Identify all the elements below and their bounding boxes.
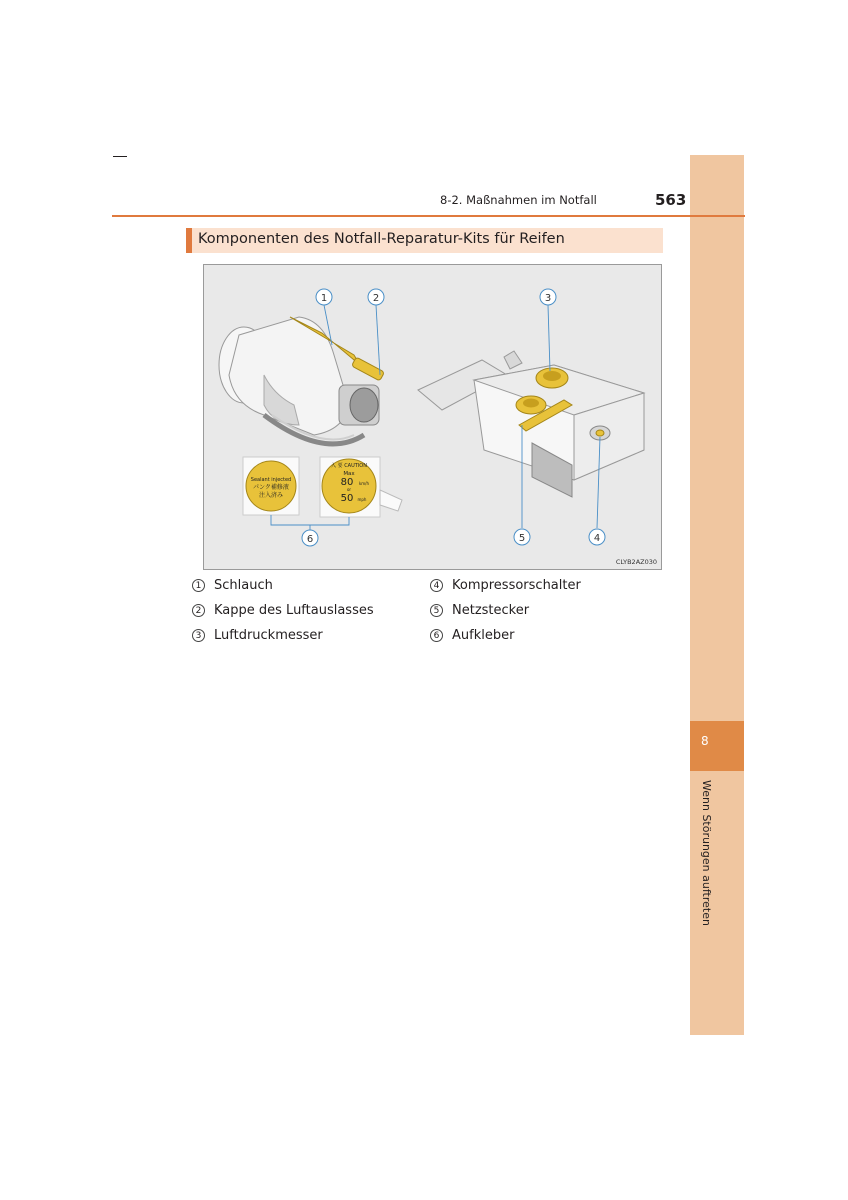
callout-1: 1 xyxy=(320,293,328,304)
chapter-side-tab xyxy=(690,155,744,1035)
sticker-right-line-4: km/h xyxy=(358,481,370,486)
callout-4: 4 xyxy=(593,533,601,544)
legend-number-4: 4 xyxy=(430,579,443,592)
callout-2: 2 xyxy=(372,293,380,304)
legend-item-4 xyxy=(430,578,581,593)
legend-number-5: 5 xyxy=(430,604,443,617)
repair-kit-illustration xyxy=(203,264,662,570)
sticker-left-line-3: 注入済み xyxy=(258,492,284,499)
sticker-right-line-1: 入 要 CAUTION xyxy=(331,463,367,469)
legend-label-4: Kompressorschalter xyxy=(452,578,581,593)
sticker-left-line-2: パンク補修液 xyxy=(253,484,289,491)
crop-mark-top-left xyxy=(113,156,127,157)
legend-label-5: Netzstecker xyxy=(452,603,530,618)
chapter-title: Wenn Störungen auftreten xyxy=(700,780,713,926)
figure-code: CLYB2AZ030 xyxy=(615,558,657,566)
sticker-right-line-6: 50 xyxy=(340,493,354,504)
sticker-right-line-7: mph xyxy=(357,497,367,502)
legend-label-3: Luftdruckmesser xyxy=(214,628,323,643)
legend-number-6: 6 xyxy=(430,629,443,642)
legend-item-6 xyxy=(430,628,514,643)
callout-5: 5 xyxy=(518,533,526,544)
legend-label-6: Aufkleber xyxy=(452,628,515,643)
legend-number-1: 1 xyxy=(192,579,205,592)
compressor-drawing xyxy=(418,351,644,497)
legend-item-5 xyxy=(430,603,529,618)
sealant-bottle-drawing xyxy=(219,317,384,444)
sticker-left-line-1: Sealant injected xyxy=(250,477,292,483)
chapter-number: 8 xyxy=(701,734,709,748)
callout-3: 3 xyxy=(544,293,552,304)
legend-number-3: 3 xyxy=(192,629,205,642)
section-heading: Komponenten des Notfall-Reparatur-Kits für Reifen xyxy=(198,231,565,247)
legend-number-2: 2 xyxy=(192,604,205,617)
illustration-drawing xyxy=(204,265,661,569)
section-path: 8-2. Maßnahmen im Notfall xyxy=(440,193,597,207)
callout-6: 6 xyxy=(306,534,314,545)
chapter-number-box xyxy=(690,721,744,771)
legend-label-2: Kappe des Luftauslasses xyxy=(214,603,374,618)
legend-item-1 xyxy=(192,578,273,593)
sticker-right-line-3: 80 xyxy=(340,477,354,488)
sticker-right-line-5: or xyxy=(346,487,352,492)
stickers-drawing xyxy=(243,457,402,517)
header-rule xyxy=(112,215,745,217)
page-number: 563 xyxy=(655,191,687,209)
sticker-right-line-2: Max xyxy=(343,471,355,477)
legend-item-2 xyxy=(192,603,374,618)
section-heading-marker xyxy=(186,228,192,253)
legend-label-1: Schlauch xyxy=(214,578,273,593)
legend-item-3 xyxy=(192,628,323,643)
